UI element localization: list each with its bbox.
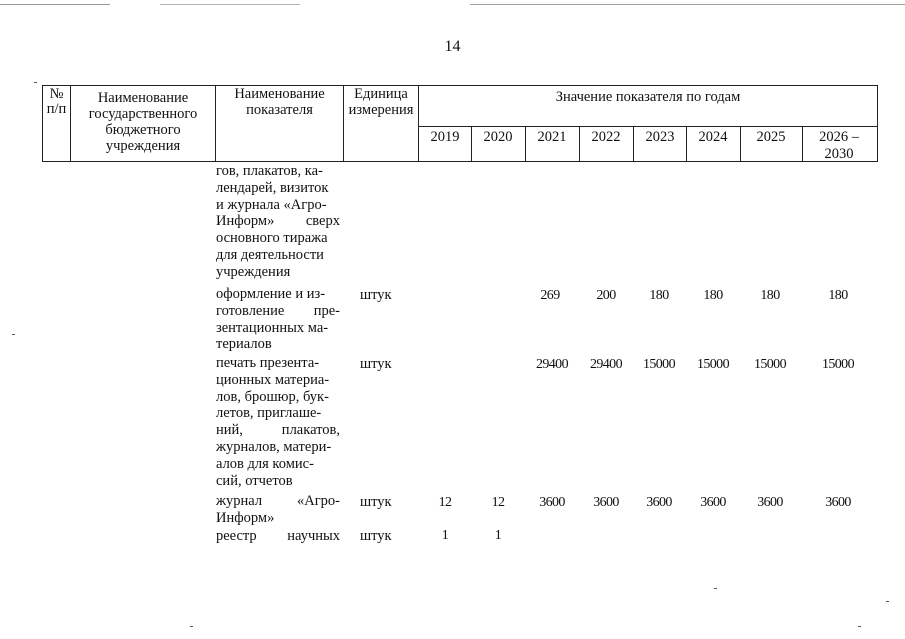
year-label: 2025 — [756, 129, 786, 145]
indicator-line: печать презента- — [216, 355, 320, 371]
indicator-line: учреждения — [216, 263, 291, 280]
year-label: 2020 — [483, 129, 513, 145]
value-cell: 3600 — [700, 495, 726, 510]
header-num — [42, 85, 71, 162]
indicator-line: сий, отчетов — [216, 472, 293, 489]
header-values-by-years — [418, 85, 878, 127]
unit-cell: штук — [360, 287, 392, 303]
year-label: 2023 — [645, 129, 675, 145]
scan-speck — [34, 82, 37, 83]
value-cell: 1 — [494, 528, 502, 543]
indicator-text — [216, 163, 340, 281]
indicator-line: летов, приглаше- — [216, 405, 322, 422]
header-indicator — [215, 85, 344, 162]
unit-cell: штук — [360, 356, 392, 372]
header-indicator-label: Наименование показателя — [234, 86, 325, 118]
indicator-line: ний, плакатов, — [216, 422, 340, 439]
year-label: 2026 – 2030 — [819, 129, 859, 162]
indicator-line: реестр научных — [216, 528, 340, 544]
year-label: 2019 — [430, 129, 460, 145]
value-cell: 29400 — [589, 357, 622, 372]
indicator-line: основного тиража — [216, 230, 328, 247]
page-number: 14 — [444, 38, 461, 55]
indicator-line: териалов — [216, 336, 272, 353]
value-cell: 3600 — [539, 495, 565, 510]
header-institution — [70, 85, 216, 162]
value-cell: 180 — [703, 288, 723, 303]
value-cell: 200 — [596, 288, 616, 303]
scan-top-edge — [0, 4, 905, 5]
value-cell: 180 — [760, 288, 780, 303]
value-cell: 15000 — [753, 357, 786, 372]
indicator-line: лендарей, визиток — [216, 179, 329, 196]
header-values-label: Значение показателя по годам — [555, 89, 741, 105]
indicator-line: и журнала «Агро- — [216, 196, 327, 213]
value-cell: 3600 — [646, 495, 672, 510]
value-cell: 12 — [438, 495, 452, 510]
indicator-text — [216, 493, 340, 527]
indicator-line: алов для комис- — [216, 455, 314, 472]
value-cell: 3600 — [825, 495, 851, 510]
indicator-line: ционных материа- — [216, 371, 330, 388]
value-cell: 12 — [491, 495, 505, 510]
value-cell: 180 — [828, 288, 848, 303]
indicator-line: гов, плакатов, ка- — [216, 163, 323, 179]
year-label: 2021 — [537, 129, 567, 145]
header-num-label: № п/п — [46, 86, 67, 117]
year-label: 2022 — [591, 129, 621, 145]
value-cell: 269 — [540, 288, 560, 303]
indicator-text — [216, 528, 340, 545]
year-label: 2024 — [698, 129, 728, 145]
header-unit — [343, 85, 419, 162]
value-cell: 15000 — [696, 357, 729, 372]
indicator-line: зентационных ма- — [216, 319, 329, 336]
indicator-line: журналов, матери- — [216, 438, 332, 455]
unit-cell: штук — [360, 528, 392, 544]
column-rule — [42, 161, 43, 162]
scan-speck — [886, 601, 889, 602]
indicator-line: оформление и из- — [216, 286, 326, 302]
value-cell: 1 — [441, 528, 449, 543]
indicator-line: лов, брошюр, бук- — [216, 388, 329, 405]
value-cell: 3600 — [593, 495, 619, 510]
indicator-line: Информ» — [216, 509, 275, 526]
scan-speck — [858, 626, 861, 627]
value-cell: 15000 — [821, 357, 854, 372]
value-cell: 3600 — [757, 495, 783, 510]
value-cell: 15000 — [642, 357, 675, 372]
scan-speck — [12, 334, 15, 335]
indicator-line: для деятельности — [216, 246, 324, 263]
scan-speck — [190, 626, 193, 627]
indicator-text — [216, 355, 340, 489]
value-cell: 180 — [649, 288, 669, 303]
indicator-line: журнал «Агро- — [216, 493, 340, 509]
indicator-line: Информ» сверх — [216, 213, 340, 230]
unit-cell: штук — [360, 494, 392, 510]
indicator-text — [216, 286, 340, 353]
scan-speck — [714, 588, 717, 589]
value-cell: 29400 — [535, 357, 568, 372]
header-institution-label: Наименование государственного бюджетного учреждения — [88, 90, 198, 154]
header-unit-label: Единица измерения — [348, 86, 414, 118]
indicator-line: готовление пре- — [216, 302, 340, 319]
